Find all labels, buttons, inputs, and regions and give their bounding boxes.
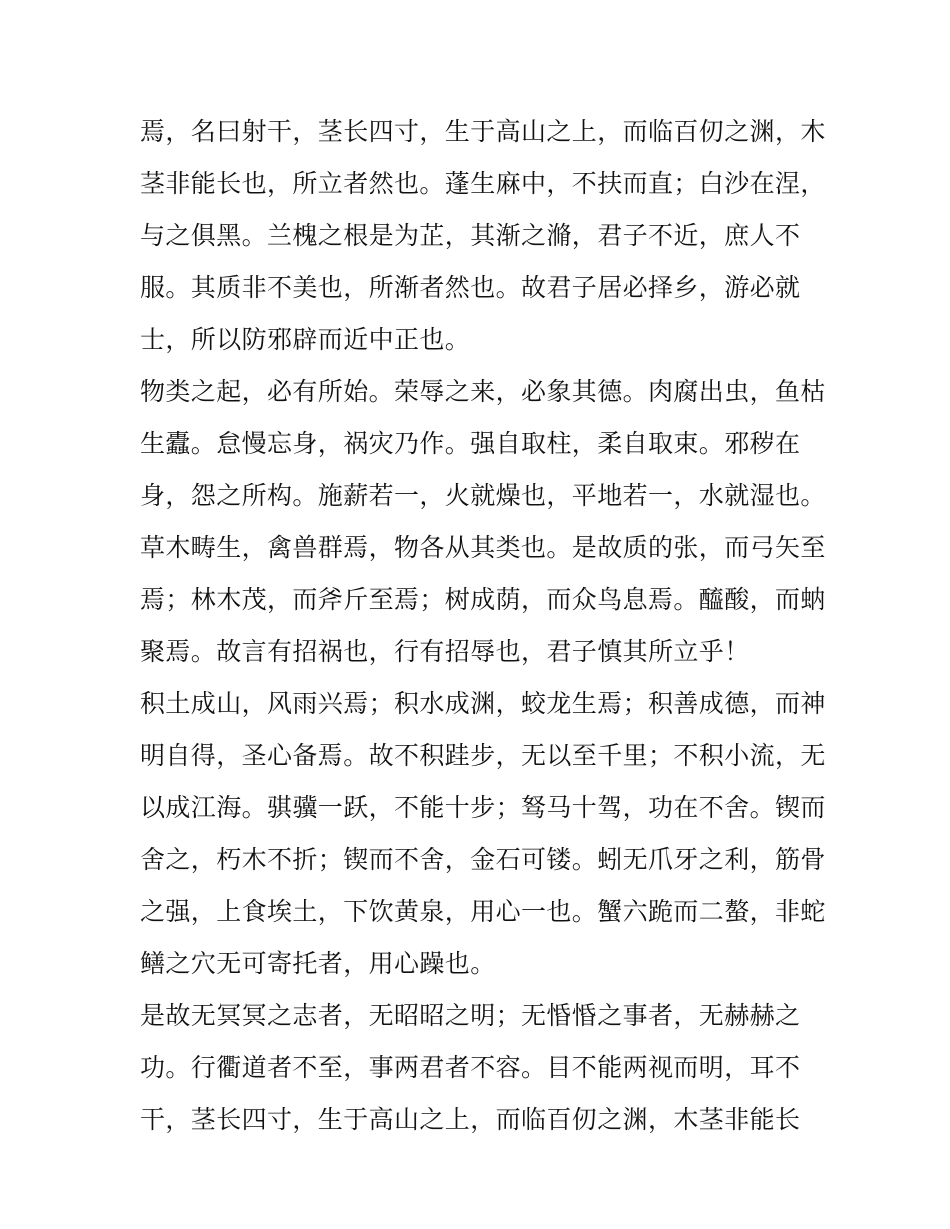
text-line-13: 明自得，圣心备焉。故不积跬步，无以至千里；不积小流，无 <box>140 741 826 770</box>
text-line-19: 功。行衢道者不至，事两君者不容。目不能两视而明，耳不 <box>140 1053 801 1082</box>
text-line-14: 以成江海。骐骥一跃，不能十步；驽马十驾，功在不舍。锲而 <box>140 793 826 822</box>
text-line-5: 士，所以防邪辟而近中正也。 <box>140 325 471 354</box>
text-line-6: 物类之起，必有所始。荣辱之来，必象其德。肉腐出虫，鱼枯 <box>140 377 826 406</box>
text-line-15: 舍之，朽木不折；锲而不舍，金石可镂。蚓无爪牙之利，筋骨 <box>140 845 826 874</box>
text-line-9: 草木畴生，禽兽群焉，物各从其类也。是故质的张，而弓矢至 <box>140 533 826 562</box>
text-line-16: 之强，上食埃土，下饮黄泉，用心一也。蟹六跪而二螯，非蛇 <box>140 897 826 926</box>
text-line-8: 身，怨之所构。施薪若一，火就燥也，平地若一，水就湿也。 <box>140 481 826 510</box>
text-line-4: 服。其质非不美也，所渐者然也。故君子居必择乡，游必就 <box>140 273 801 302</box>
text-line-3: 与之俱黑。兰槐之根是为芷，其渐之滫，君子不近，庶人不 <box>140 221 801 250</box>
text-line-11: 聚焉。故言有招祸也，行有招辱也，君子慎其所立乎！ <box>140 637 750 666</box>
text-line-12: 积土成山，风雨兴焉；积水成渊，蛟龙生焉；积善成德，而神 <box>140 689 826 718</box>
text-line-1: 焉，名曰射干，茎长四寸，生于高山之上，而临百仞之渊，木 <box>140 117 826 146</box>
text-line-7: 生蠹。怠慢忘身，祸灾乃作。强自取柱，柔自取束。邪秽在 <box>140 429 801 458</box>
body-text <box>140 106 826 1146</box>
text-line-18: 是故无冥冥之志者，无昭昭之明；无惛惛之事者，无赫赫之 <box>140 1001 801 1030</box>
text-line-17: 鳝之穴无可寄托者，用心躁也。 <box>140 949 496 978</box>
text-line-10: 焉；林木茂，而斧斤至焉；树成荫，而众鸟息焉。醯酸，而蚋 <box>140 585 826 614</box>
text-line-20: 干，茎长四寸，生于高山之上，而临百仞之渊，木茎非能长 <box>140 1105 801 1134</box>
text-line-2: 茎非能长也，所立者然也。蓬生麻中，不扶而直；白沙在涅， <box>140 169 826 198</box>
